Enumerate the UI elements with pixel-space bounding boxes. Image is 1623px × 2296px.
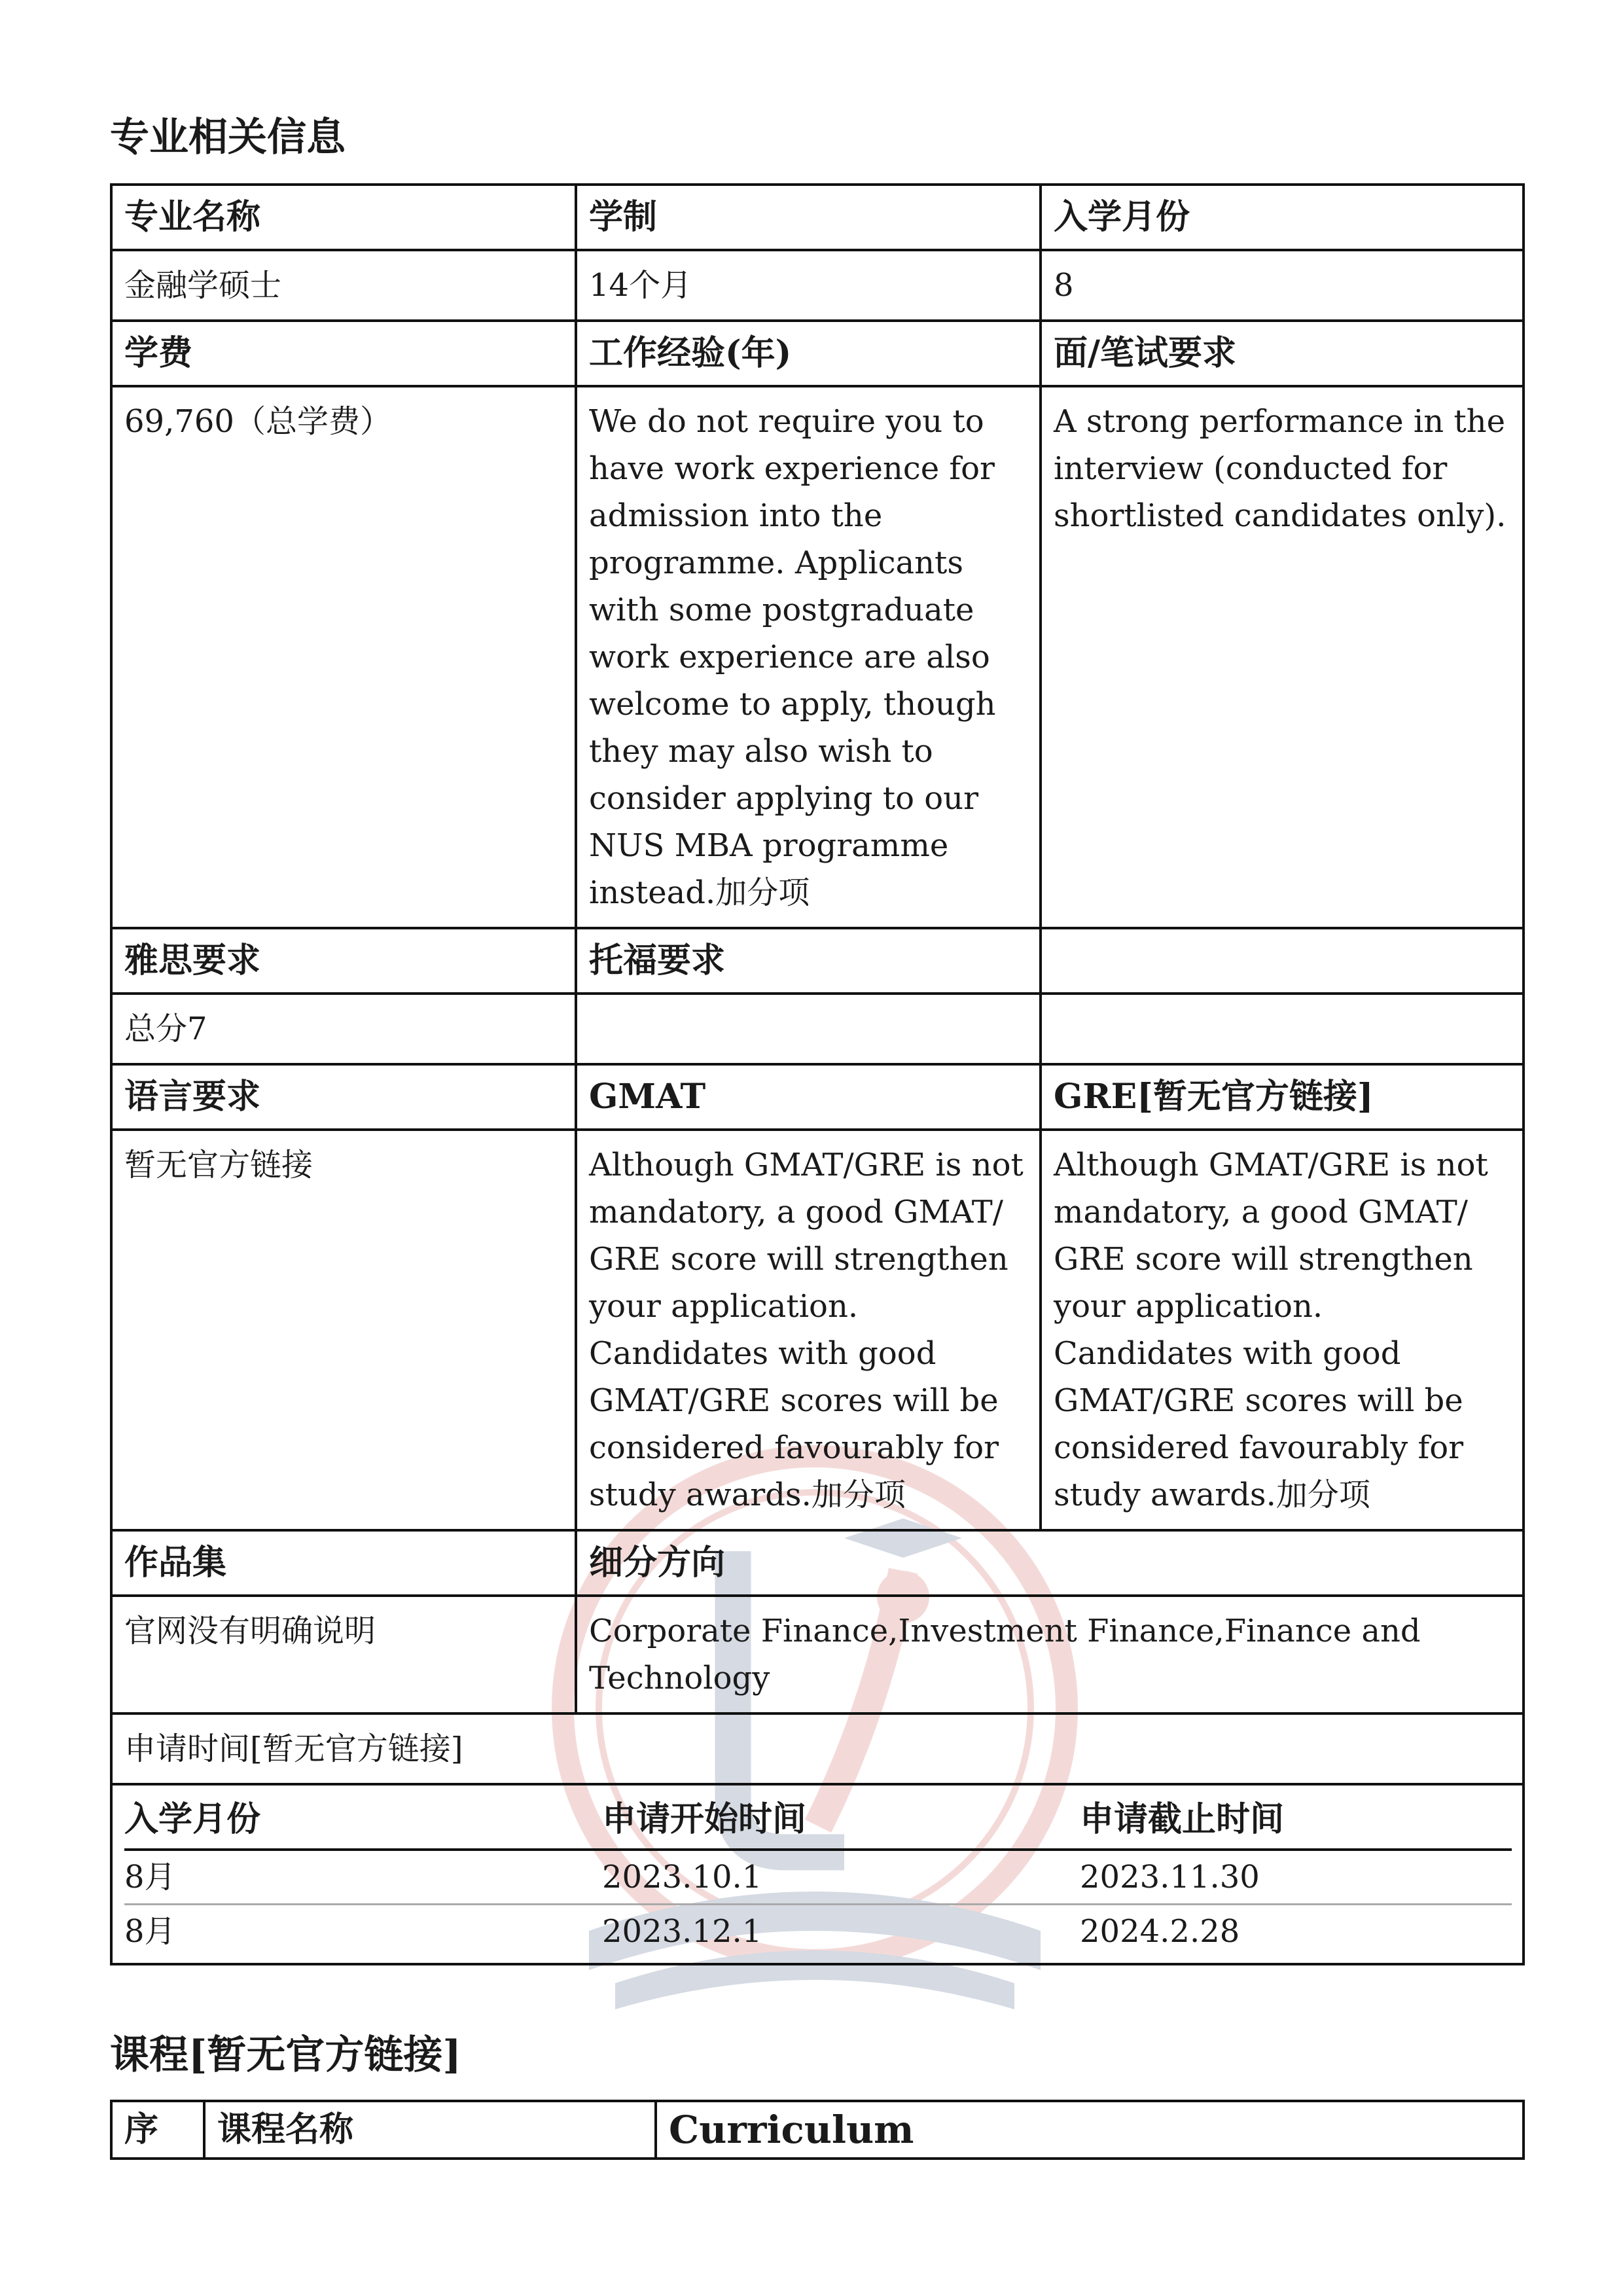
app-header-intake: 入学月份 [124, 1791, 602, 1850]
application-table-cell [111, 1784, 1524, 1964]
value-major-name: 金融学硕士 [111, 250, 576, 321]
header-toefl: 托福要求 [576, 928, 1041, 994]
value-ielts: 总分7 [111, 994, 576, 1064]
value-specialization: Corporate Finance,Investment Finance,Finance and Technology [576, 1596, 1524, 1713]
application-label-row [111, 1713, 1524, 1784]
value-duration: 14个月 [576, 250, 1041, 321]
header-work-experience: 工作经验(年) [576, 321, 1041, 386]
header-empty [1041, 928, 1524, 994]
curriculum-header-row [111, 2101, 1524, 2159]
header-gre: GRE[暂无官方链接] [1041, 1064, 1524, 1130]
value-tuition: 69,760（总学费） [111, 386, 576, 928]
curriculum-header-course-name: 课程名称 [204, 2101, 656, 2159]
value-empty [1041, 994, 1524, 1064]
section-title-major-info: 专业相关信息 [110, 115, 346, 160]
header-row [111, 321, 1524, 386]
header-tuition: 学费 [111, 321, 576, 386]
header-duration: 学制 [576, 185, 1041, 250]
value-row [111, 386, 1524, 928]
curriculum-table [110, 2100, 1525, 2160]
app-row2-intake: 8月 [124, 1913, 176, 1950]
application-table [124, 1791, 1512, 1958]
app-row2-start: 2023.12.1 [602, 1913, 762, 1950]
curriculum-header-index: 序 [111, 2101, 204, 2159]
curriculum-header-curriculum: Curriculum [656, 2101, 1524, 2159]
table-row [124, 1905, 1512, 1958]
header-row [111, 928, 1524, 994]
header-row [111, 1064, 1524, 1130]
value-toefl [576, 994, 1041, 1064]
value-portfolio: 官网没有明确说明 [111, 1596, 576, 1713]
value-gmat: Although GMAT/GRE is not mandatory, a good GMAT/ GRE score will strengthen your application. Candidates with good GMAT/GRE scores will be considered favourably for study awards.加分项 [576, 1130, 1041, 1530]
app-row1-deadline: 2023.11.30 [1080, 1850, 1512, 1905]
header-interview: 面/笔试要求 [1041, 321, 1524, 386]
header-language: 语言要求 [111, 1064, 576, 1130]
header-row [111, 185, 1524, 250]
value-row [111, 250, 1524, 321]
major-info-table [110, 183, 1525, 1965]
value-row [111, 1130, 1524, 1530]
header-gmat: GMAT [576, 1064, 1041, 1130]
app-header-start: 申请开始时间 [602, 1791, 1080, 1850]
app-row1-intake: 8月 [124, 1850, 602, 1905]
header-portfolio: 作品集 [111, 1530, 576, 1596]
value-gre: Although GMAT/GRE is not mandatory, a good GMAT/ GRE score will strengthen your application. Candidates with good GMAT/GRE scores will be considered favourably for study awards.加分项 [1041, 1130, 1524, 1530]
header-ielts: 雅思要求 [111, 928, 576, 994]
app-row1-start: 2023.10.1 [602, 1850, 1080, 1905]
table-row [124, 1850, 1512, 1905]
header-major-name: 专业名称 [111, 185, 576, 250]
value-row [111, 994, 1524, 1064]
application-table-row [111, 1784, 1524, 1964]
application-time-label: 申请时间[暂无官方链接] [111, 1713, 1524, 1784]
section-title-curriculum: 课程[暂无官方链接] [110, 2032, 461, 2078]
app-row2-deadline: 2024.2.28 [1080, 1913, 1240, 1950]
value-row [111, 1596, 1524, 1713]
value-work-experience: We do not require you to have work experience for admission into the programme. Applicants with some postgraduate work experience are also welcome to apply, though they may also wish to consider applying to our NUS MBA programme instead.加分项 [576, 386, 1041, 928]
value-interview: A strong performance in the interview (conducted for shortlisted candidates only). [1041, 386, 1524, 928]
application-header-row [124, 1791, 1512, 1850]
header-row [111, 1530, 1524, 1596]
header-specialization: 细分方向 [576, 1530, 1524, 1596]
app-header-deadline: 申请截止时间 [1080, 1791, 1512, 1850]
value-language: 暂无官方链接 [111, 1130, 576, 1530]
value-intake-month: 8 [1041, 250, 1524, 321]
header-intake-month: 入学月份 [1041, 185, 1524, 250]
